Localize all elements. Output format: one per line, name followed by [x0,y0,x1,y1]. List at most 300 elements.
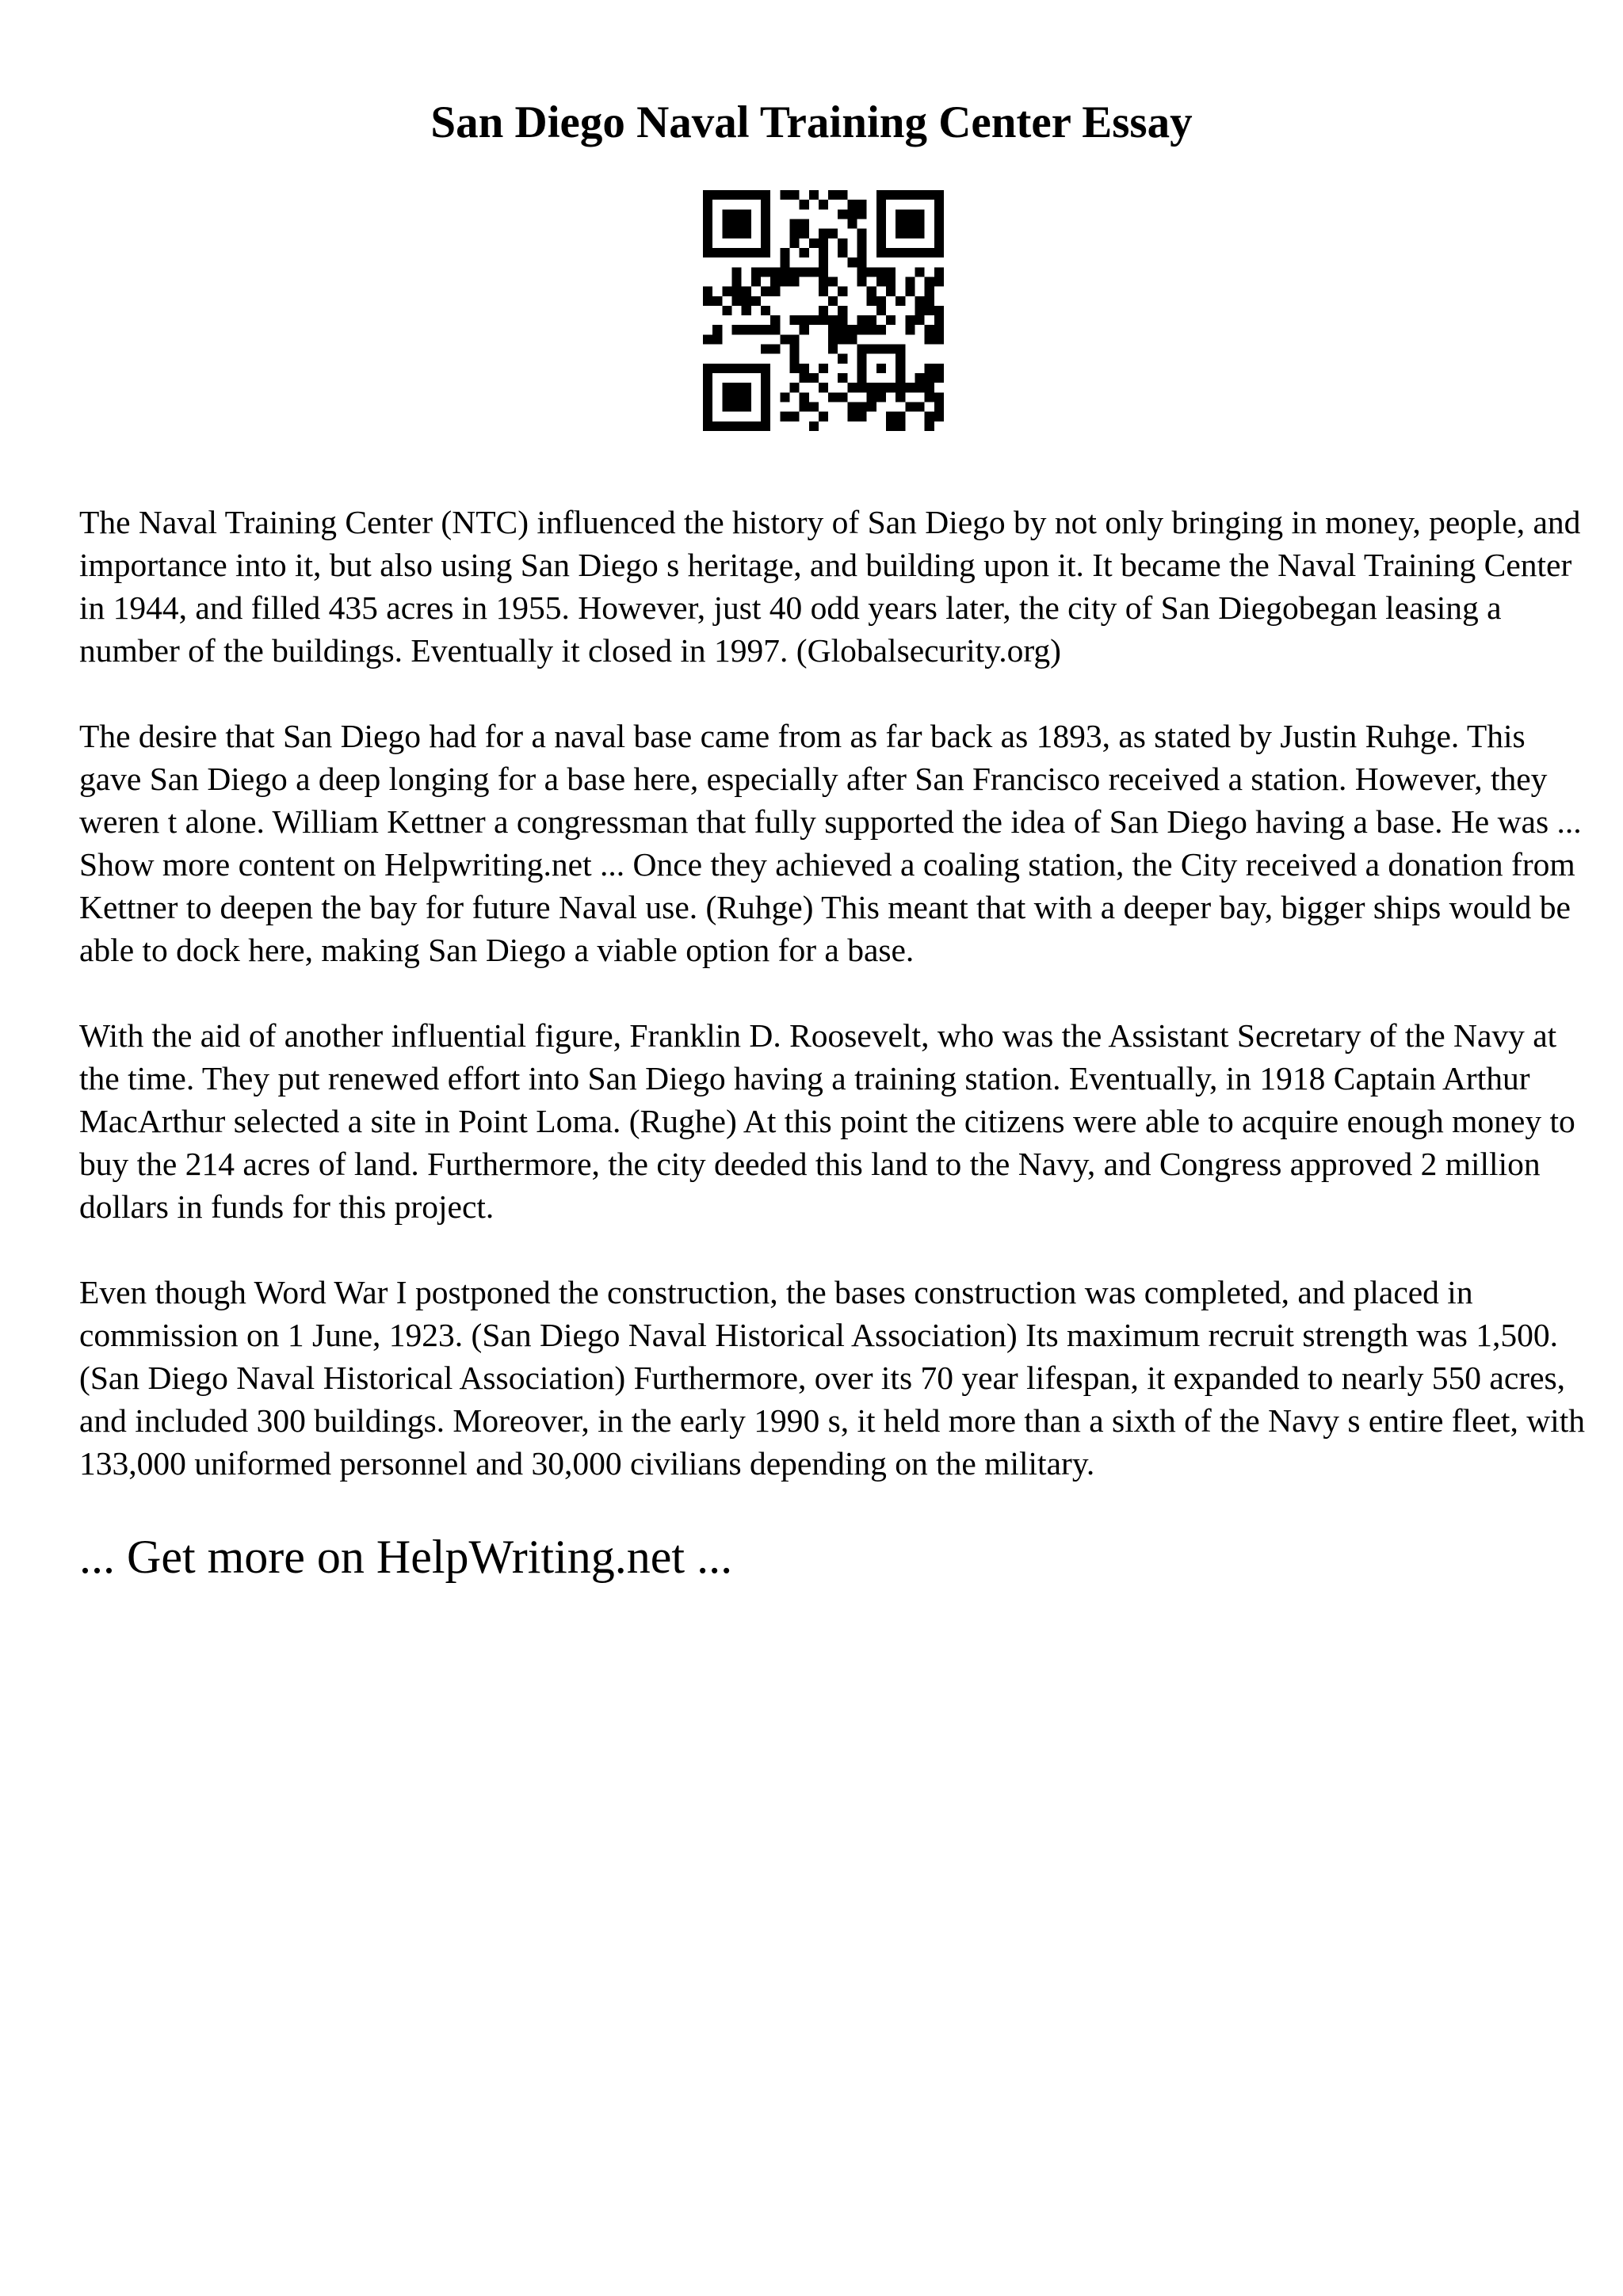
qr-module [857,257,867,267]
qr-module [896,248,905,257]
qr-module [838,209,847,219]
qr-module [828,315,838,325]
qr-module [876,364,886,373]
qr-module [780,412,789,421]
qr-module [703,334,712,344]
qr-module [934,238,944,248]
qr-module [876,219,886,228]
qr-module [867,315,876,325]
qr-module [886,315,896,325]
qr-module [886,248,896,257]
qr-module [703,392,712,402]
qr-module [789,190,799,200]
qr-module [761,238,770,248]
qr-module [703,219,712,228]
qr-module [800,229,809,238]
qr-module [896,354,905,364]
qr-module [789,238,799,248]
qr-module [925,383,934,392]
qr-module [857,325,867,334]
qr-module [896,229,905,238]
qr-module [731,248,741,257]
qr-module [934,334,944,344]
document-title: San Diego Naval Training Center Essay [430,97,1193,147]
qr-module [838,373,847,383]
qr-module [703,238,712,248]
qr-module [876,325,886,334]
qr-module [847,257,857,267]
qr-module [915,209,925,219]
qr-module [722,287,731,296]
qr-module [915,219,925,228]
qr-module [934,402,944,412]
qr-module [703,421,712,431]
qr-module [722,306,731,315]
qr-module [876,200,886,209]
qr-module [896,383,905,392]
qr-module [712,248,722,257]
qr-module [876,392,886,402]
qr-module [925,287,934,296]
qr-module [761,325,770,334]
qr-module [800,373,809,383]
qr-module [751,267,761,277]
qr-module [876,296,886,306]
qr-module [867,345,876,354]
qr-module [934,315,944,325]
qr-module [886,345,896,354]
qr-module [925,296,934,306]
qr-module [934,219,944,228]
qr-module [809,267,819,277]
qr-module [857,209,867,219]
qr-module [925,277,934,286]
qr-module [770,267,780,277]
qr-module [722,383,731,392]
qr-module [770,325,780,334]
qr-module [915,373,925,383]
qr-module [789,383,799,392]
qr-module [886,412,896,421]
qr-module [934,277,944,286]
qr-module [712,296,722,306]
qr-module [761,190,770,200]
qr-module [800,402,809,412]
qr-module [876,277,886,286]
qr-module [780,248,789,257]
qr-module [722,421,731,431]
qr-module [731,267,741,277]
qr-module [886,383,896,392]
qr-module [838,392,847,402]
qr-module [703,364,712,373]
qr-module [847,325,857,334]
qr-module [905,248,915,257]
qr-module [819,412,828,421]
qr-module [800,364,809,373]
qr-module [819,229,828,238]
qr-module [712,190,722,200]
qr-module [770,345,780,354]
qr-module [838,354,847,364]
qr-module [809,190,819,200]
qr-module [731,392,741,402]
qr-module [838,190,847,200]
qr-module [876,306,886,315]
qr-module [731,277,741,286]
qr-module [789,277,799,286]
qr-module [742,209,751,219]
qr-module [905,287,915,296]
qr-module [742,325,751,334]
qr-module [751,190,761,200]
qr-module [751,277,761,286]
qr-module [819,306,828,315]
qr-module [761,421,770,431]
qr-module [742,296,751,306]
qr-module [742,287,751,296]
qr-module [934,325,944,334]
qr-module [731,325,741,334]
qr-module [867,392,876,402]
qr-module [905,277,915,286]
qr-module [731,190,741,200]
qr-module [838,325,847,334]
qr-module [925,392,934,402]
paragraph-4: Even though Word War I postponed the construction, the bases construction was completed, and placed in commission on 1 June, 1923. (San Diego Naval Historical Association) Its maximum recruit strength was 1,500. (San Diego Naval Historical Association) Furthermore, over its 70 year lifespan, it expanded to nearly 550 acres, and included 300 buildings. Moreover, in the early 1990 s, it held more than a sixth of the Navy s entire fleet, with 133,000 uniformed personnel and 30,000 civilians depending on the military. [79,1274,1585,1482]
qr-module [915,383,925,392]
qr-module [838,306,847,315]
qr-module [809,421,819,431]
qr-module [819,315,828,325]
qr-module [819,248,828,257]
qr-module [722,248,731,257]
qr-module [934,306,944,315]
qr-module [934,200,944,209]
qr-module [925,190,934,200]
paragraph-1: The Naval Training Center (NTC) influenced the history of San Diego by not only bringing in money, people, and importance into it, but also using San Diego s heritage, and building upon it. It became the Naval Training Center in 1944, and filled 435 acres in 1955. However, just 40 odd years later, the city of San Diegobegan leasing a number of the buildings. Eventually it closed in 1997. (Globalsecurity.org) [79,504,1581,669]
qr-module [761,402,770,412]
qr-module [761,392,770,402]
qr-module [819,287,828,296]
qr-module [819,277,828,286]
qr-module [847,383,857,392]
qr-module [789,334,799,344]
qr-module [857,229,867,238]
qr-module [819,238,828,248]
qr-module [731,364,741,373]
qr-module [703,229,712,238]
get-more-link[interactable]: ... Get more on HelpWriting.net ... [79,1531,733,1583]
qr-module [838,238,847,248]
qr-module [770,315,780,325]
qr-module [915,402,925,412]
qr-module [731,421,741,431]
qr-module [867,402,876,412]
qr-module [886,287,896,296]
qr-module [722,402,731,412]
qr-module [925,306,934,315]
qr-module [896,209,905,219]
qr-module [876,267,886,277]
qr-module [819,267,828,277]
paragraph-3: With the aid of another influential figure, Franklin D. Roosevelt, who was the Assistant Secretary of the Navy at the time. They put renewed effort into San Diego having a training station. Eventually, in 1918 Captain Arthur MacArthur selected a site in Point Loma. (Rughe) At this point the citizens were able to acquire enough money to buy the 214 acres of land. Furthermore, the city deeded this land to the Navy, and Congress approved 2 million dollars in funds for this project. [79,1017,1575,1225]
qr-module [742,402,751,412]
qr-module [857,354,867,364]
qr-module [896,364,905,373]
qr-module [809,373,819,383]
qr-module [925,364,934,373]
qr-module [934,373,944,383]
qr-module [819,200,828,209]
qr-module [761,209,770,219]
qr-module [934,209,944,219]
qr-module [703,190,712,200]
qr-module [934,190,944,200]
qr-module [925,373,934,383]
qr-module [857,277,867,286]
qr-module [819,364,828,373]
qr-module [886,277,896,286]
qr-module [800,200,809,209]
qr-module [789,267,799,277]
qr-module [828,325,838,334]
qr-module [857,248,867,257]
qr-module [905,219,915,228]
essay-body [79,501,1585,1586]
qr-module [847,402,857,412]
qr-module [915,306,925,315]
qr-module [742,383,751,392]
qr-module [751,364,761,373]
qr-module [876,345,886,354]
qr-module [896,421,905,431]
qr-module [703,412,712,421]
qr-module [712,421,722,431]
qr-module [847,412,857,421]
qr-module [761,306,770,315]
qr-module [780,392,789,402]
qr-module [770,287,780,296]
qr-module [809,315,819,325]
qr-module [905,190,915,200]
qr-module [886,190,896,200]
qr-module [800,325,809,334]
qr-module [800,219,809,228]
qr-module [876,383,886,392]
qr-module [731,219,741,228]
qr-module [915,229,925,238]
qr-module [876,229,886,238]
qr-module [857,412,867,421]
qr-module [761,287,770,296]
qr-module [857,373,867,383]
qr-module [905,315,915,325]
qr-module [761,364,770,373]
qr-module [742,364,751,373]
qr-module [915,190,925,200]
qr-module [780,334,789,344]
paragraph-2: The desire that San Diego had for a naval base came from as far back as 1893, as stated by Justin Ruhge. This gave San Diego a deep longing for a base here, especially after San Francisco received a station. However, they weren t alone. William Kettner a congressman that fully supported the idea of San Diego having a base. He was ... Show more content on Helpwriting.net ... Once they achieved a coaling station, the City received a donation from Kettner to deepen the bay for future Naval use. (Ruhge) This meant that with a deeper bay, bigger ships would be able to dock here, making San Diego a viable option for a base. [79,718,1582,968]
qr-module [712,325,722,334]
qr-module [712,334,722,344]
qr-module [857,238,867,248]
qr-module [934,392,944,402]
qr-module [857,345,867,354]
qr-module [857,402,867,412]
qr-module [809,238,819,248]
qr-module [703,402,712,412]
qr-module [800,392,809,402]
qr-module [789,315,799,325]
qr-module [915,267,925,277]
qr-module [828,392,838,402]
qr-module [780,267,789,277]
qr-module [857,315,867,325]
qr-module [838,334,847,344]
qr-module [751,296,761,306]
qr-module [761,200,770,209]
qr-module [761,229,770,238]
qr-module [761,412,770,421]
qr-module [896,219,905,228]
qr-module [770,277,780,286]
qr-module [905,383,915,392]
qr-module [800,267,809,277]
qr-module [847,200,857,209]
qr-module [876,248,886,257]
qr-module [925,421,934,431]
qr-module [896,412,905,421]
qr-module [722,364,731,373]
qr-module [731,383,741,392]
qr-module [722,190,731,200]
qr-module [712,364,722,373]
qr-module [809,402,819,412]
qr-module [731,229,741,238]
qr-module [789,345,799,354]
qr-module [857,364,867,373]
qr-module [896,373,905,383]
qr-module [828,190,838,200]
qr-module [876,238,886,248]
qr-module [857,267,867,277]
qr-module [838,248,847,257]
qr-module [742,306,751,315]
qr-module [934,364,944,373]
qr-module [703,248,712,257]
qr-module [896,392,905,402]
qr-code-icon [703,190,944,431]
qr-module [847,219,857,228]
qr-module [925,412,934,421]
qr-module [761,373,770,383]
qr-module [789,364,799,373]
qr-module [761,219,770,228]
qr-module [703,383,712,392]
qr-module [703,296,712,306]
qr-module [828,277,838,286]
qr-module [934,248,944,257]
qr-module [780,257,789,267]
qr-module [761,383,770,392]
qr-module [742,219,751,228]
qr-module [731,287,741,296]
qr-module [703,373,712,383]
qr-module [886,421,896,431]
qr-module [780,277,789,286]
qr-module [751,248,761,257]
qr-module [867,325,876,334]
qr-module [789,354,799,364]
qr-module [934,412,944,421]
qr-module [867,383,876,392]
qr-module [722,219,731,228]
qr-module [867,287,876,296]
qr-module [915,248,925,257]
qr-module [789,219,799,228]
qr-module [847,334,857,344]
qr-module [886,267,896,277]
qr-module [896,345,905,354]
qr-module [761,267,770,277]
qr-module [731,209,741,219]
qr-module [925,325,934,334]
qr-module [789,412,799,421]
qr-module [742,248,751,257]
qr-module [828,296,838,306]
qr-module [847,209,857,219]
qr-module [876,190,886,200]
qr-module [731,296,741,306]
qr-module [761,345,770,354]
qr-module [800,248,809,257]
qr-module [828,345,838,354]
qr-module [751,325,761,334]
qr-module [800,315,809,325]
qr-module [819,383,828,392]
qr-module [828,229,838,238]
qr-module [915,315,925,325]
qr-module [896,296,905,306]
qr-module [819,257,828,267]
qr-module [857,383,867,392]
qr-module [838,287,847,296]
qr-module [838,315,847,325]
qr-module [828,334,838,344]
qr-module [703,287,712,296]
qr-module [742,190,751,200]
qr-module [934,267,944,277]
qr-module [742,392,751,402]
qr-module [742,229,751,238]
qr-module [780,190,789,200]
qr-module [789,229,799,238]
qr-module [867,296,876,306]
qr-module [731,402,741,412]
qr-code-graphic [703,190,944,431]
qr-module [896,190,905,200]
qr-module [925,334,934,344]
qr-module [867,267,876,277]
qr-module [905,325,915,334]
qr-module [703,209,712,219]
qr-module [722,229,731,238]
qr-module [742,421,751,431]
qr-module [751,421,761,431]
qr-module [905,209,915,219]
qr-module [925,248,934,257]
